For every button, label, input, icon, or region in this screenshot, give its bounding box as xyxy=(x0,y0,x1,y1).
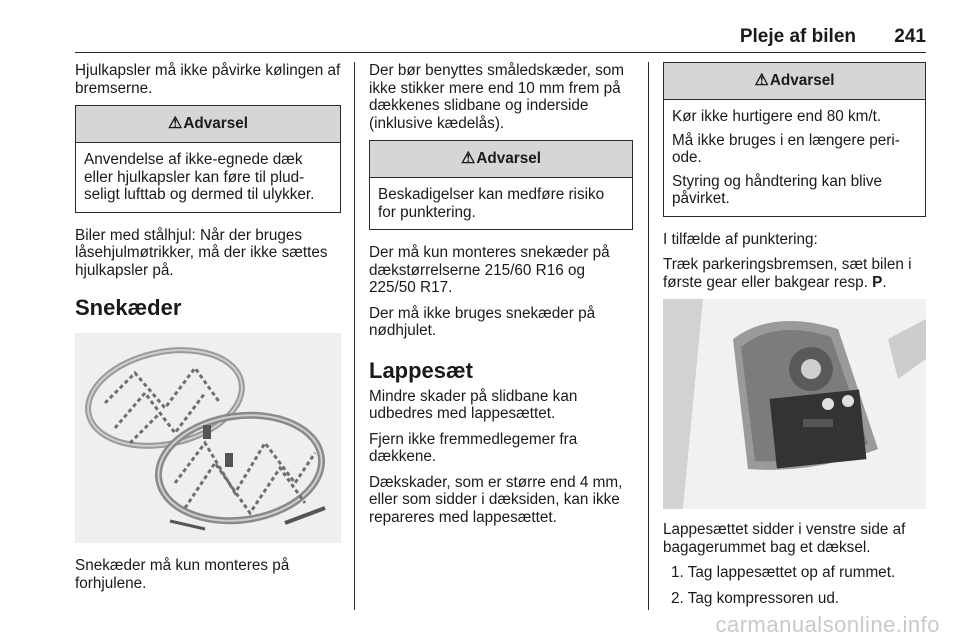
warning-line: Styring og håndtering kan blive påvirket. xyxy=(672,172,883,207)
list-item: 1. Tag lappesættet op af rummet. xyxy=(671,564,896,581)
spare-wheel-note: Der må ikke bruges snekæder på nødhjulet. xyxy=(369,304,596,339)
column-1 xyxy=(75,62,341,600)
watermark: carmanualsonline.info xyxy=(715,612,940,637)
warning-line: Kør ikke hurtigere end 80 km/t. xyxy=(672,108,882,125)
warning-triangle-icon: ⚠ xyxy=(461,150,476,167)
gear-p-label: P xyxy=(872,273,883,291)
repair-kit-location: Lappesættet sidder i venstre side af bagagerummet bag et dæksel. xyxy=(663,521,906,556)
foreign-objects-note: Fjern ikke fremmedlegemer fra dækkene. xyxy=(369,430,578,465)
column-3 xyxy=(663,62,926,615)
warning-header xyxy=(664,63,925,100)
parking-brake-text: Træk parkeringsbremsen, sæt bilen i første gear eller bakgear resp. xyxy=(663,256,912,291)
trunk-compartment-illustration xyxy=(663,299,926,509)
damage-limit-note: Dækskader, som er større end 4 mm, eller som sidder i dæksiden, kan ikke repareres med lappesættet. xyxy=(369,473,623,526)
chain-spec-note: Der bør benyttes småledskæder, som ikke stikker mere end 10 mm frem på dækkenes slidbane og inderside (inklusive kædelås). xyxy=(369,62,625,132)
snow-chains-illustration xyxy=(75,333,341,543)
column-divider xyxy=(648,62,649,610)
warning-title: Advarsel xyxy=(769,72,835,89)
column-2 xyxy=(369,62,633,534)
warning-box-speed xyxy=(663,62,926,217)
warning-triangle-icon: ⚠ xyxy=(754,72,769,89)
tyre-sizes-note: Der må kun monteres snekæder på dækstørrelserne 215/60 R16 og 225/50 R17. xyxy=(369,244,610,296)
warning-triangle-icon: ⚠ xyxy=(168,115,183,132)
warning-header xyxy=(370,141,632,178)
warning-box-hubcaps xyxy=(75,105,341,213)
section-heading-repair-kit: Lappesæt xyxy=(369,357,473,383)
page-title: Pleje af bilen xyxy=(739,26,856,47)
repair-kit-intro: Mindre skader på slidbane kan udbedres med lappesættet. xyxy=(369,387,578,422)
warning-body xyxy=(76,143,340,212)
parking-brake-suffix: . xyxy=(882,273,887,291)
steps-list xyxy=(663,564,926,607)
parking-brake-note xyxy=(663,256,926,291)
page-header xyxy=(75,22,926,53)
warning-text: Beskadigelser kan medføre risiko for punktering. xyxy=(378,186,605,221)
snow-chains-image xyxy=(75,333,341,543)
puncture-intro: I tilfælde af punktering: xyxy=(663,230,818,248)
warning-body xyxy=(664,100,925,216)
snow-chains-caption: Snekæder må kun monteres på forhjulene. xyxy=(75,557,290,592)
repair-kit-image xyxy=(663,299,926,509)
warning-title: Advarsel xyxy=(183,115,248,132)
page-number: 241 xyxy=(894,26,926,47)
warning-line: Må ikke bruges i en længere periode. xyxy=(672,131,900,166)
section-heading-snow-chains: Snekæder xyxy=(75,295,182,320)
warning-header xyxy=(76,106,340,143)
hubcap-intro: Hjulkapsler må ikke påvirke kølingen af bremserne. xyxy=(75,62,341,97)
warning-title: Advarsel xyxy=(476,150,541,167)
column-divider xyxy=(354,62,355,610)
list-item: 2. Tag kompressoren ud. xyxy=(671,589,840,607)
warning-body xyxy=(370,178,632,229)
warning-text: Anvendelse af ikke-egnede dæk eller hjulkapsler kan føre til pludseligt lufttab og dermed til ulykker. xyxy=(84,151,315,203)
steel-wheels-note: Biler med stålhjul: Når der bruges låsehjulmøtrikker, må der ikke sættes hjulkapsler på. xyxy=(75,226,328,279)
warning-box-damage xyxy=(369,140,633,230)
